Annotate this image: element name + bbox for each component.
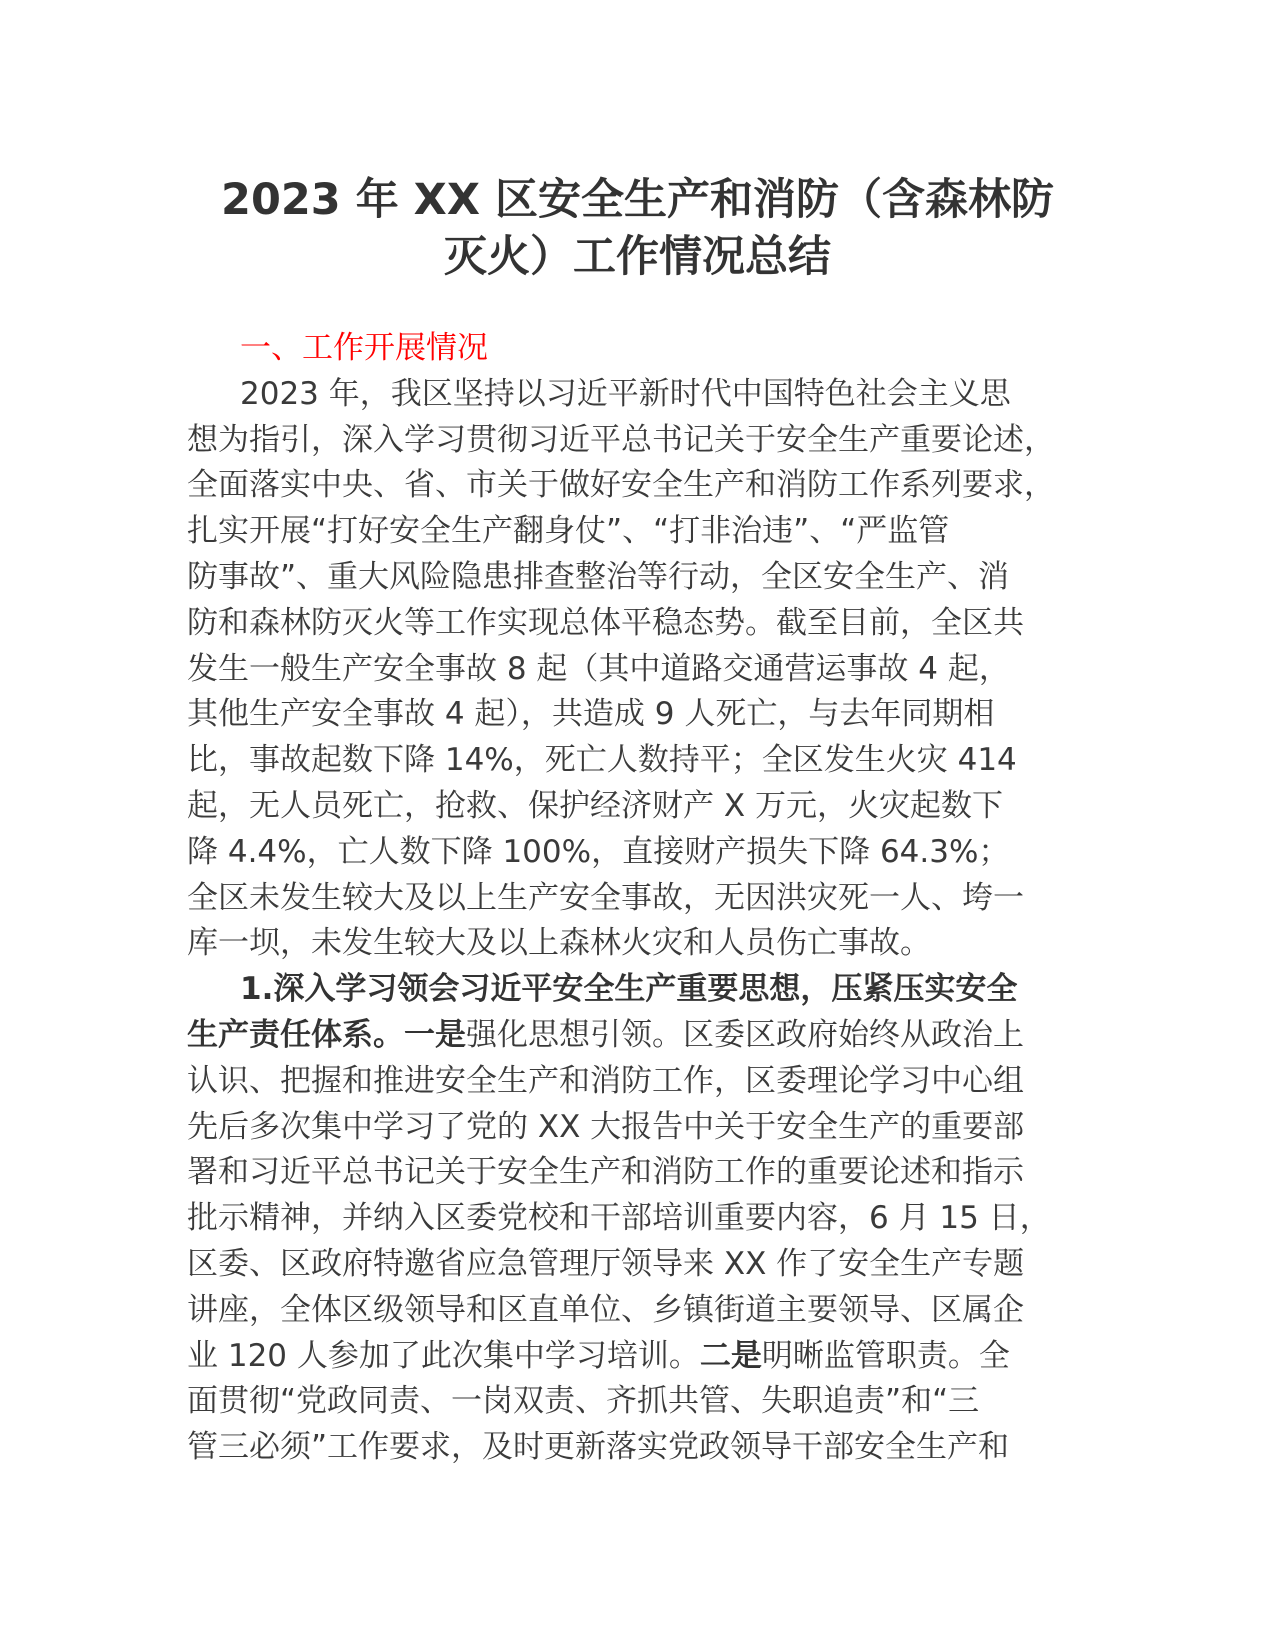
paragraph-line: 认识、把握和推进安全生产和消防工作，区委理论学习中心组 bbox=[187, 1062, 1024, 1099]
enumeration-marker: 一是 bbox=[404, 1016, 466, 1053]
enumeration-marker: 二是 bbox=[699, 1337, 762, 1374]
paragraph-line: 2023 年，我区坚持以习近平新时代中国特色社会主义思 bbox=[240, 375, 1011, 412]
paragraph-line: 全区未发生较大及以上生产安全事故，无因洪灾死一人、垮一 bbox=[187, 879, 1024, 916]
paragraph-line: 管三必须”工作要求，及时更新落实党政领导干部安全生产和 bbox=[187, 1429, 1010, 1466]
paragraph-line: 批示精神，并纳入区委党校和干部培训重要内容，6 月 15 日， bbox=[187, 1200, 1051, 1237]
paragraph-line: 署和习近平总书记关于安全生产和消防工作的重要论述和指示 bbox=[187, 1154, 1024, 1191]
paragraph-line: 讲座，全体区级领导和区直单位、乡镇街道主要领导、区属企 bbox=[187, 1291, 1024, 1328]
paragraph-text: 强化思想引领。区委区政府始终从政治上 bbox=[466, 1016, 1024, 1053]
paragraph-line: 区委、区政府特邀省应急管理厅领导来 XX 作了安全生产专题 bbox=[187, 1245, 1025, 1282]
paragraph-line: 先后多次集中学习了党的 XX 大报告中关于安全生产的重要部 bbox=[187, 1108, 1025, 1145]
paragraph-line: 比，事故起数下降 14%，死亡人数持平；全区发生火灾 414 bbox=[187, 742, 1017, 779]
paragraph-line: 面贯彻“党政同责、一岗双责、齐抓共管、失职追责”和“三 bbox=[187, 1383, 980, 1420]
paragraph-line bbox=[187, 1334, 1092, 1380]
title-line: 灭火）工作情况总结 bbox=[444, 232, 831, 282]
paragraph-line: 防事故”、重大风险隐患排查整治等行动，全区安全生产、消 bbox=[187, 558, 1010, 595]
subheading-line: 1.深入学习领会习近平安全生产重要思想，压紧压实安全 bbox=[240, 971, 1018, 1008]
title-line: 2023 年 XX 区安全生产和消防（含森林防 bbox=[221, 175, 1054, 225]
paragraph-line bbox=[187, 1013, 1092, 1059]
subheading-text: 生产责任体系。 bbox=[187, 1016, 404, 1053]
document-body bbox=[187, 326, 1092, 1471]
paragraph-text: 明晰监管职责。全 bbox=[761, 1337, 1010, 1374]
paragraph-line: 扎实开展“打好安全生产翻身仗”、“打非治违”、“严监管 bbox=[187, 513, 950, 550]
paragraph-line: 起，无人员死亡，抢救、保护经济财产 X 万元，火灾起数下 bbox=[187, 787, 1003, 824]
paragraph-line: 发生一般生产安全事故 8 起（其中道路交通营运事故 4 起， bbox=[187, 650, 1010, 687]
paragraph-line: 防和森林防灭火等工作实现总体平稳态势。截至目前，全区共 bbox=[187, 604, 1024, 641]
paragraph-line: 全面落实中央、省、市关于做好安全生产和消防工作系列要求， bbox=[187, 467, 1055, 504]
paragraph-line: 想为指引，深入学习贯彻习近平总书记关于安全生产重要论述， bbox=[187, 421, 1055, 458]
paragraph-line: 库一坝，未发生较大及以上森林火灾和人员伤亡事故。 bbox=[187, 925, 931, 962]
paragraph-line: 降 4.4%，亡人数下降 100%，直接财产损失下降 64.3%； bbox=[187, 833, 1010, 870]
section-heading: 一、工作开展情况 bbox=[240, 330, 488, 366]
paragraph-text: 业 120 人参加了此次集中学习培训。 bbox=[187, 1337, 700, 1374]
paragraph-line: 其他生产安全事故 4 起），共造成 9 人死亡，与去年同期相 bbox=[187, 696, 995, 733]
document-title bbox=[180, 172, 1095, 286]
